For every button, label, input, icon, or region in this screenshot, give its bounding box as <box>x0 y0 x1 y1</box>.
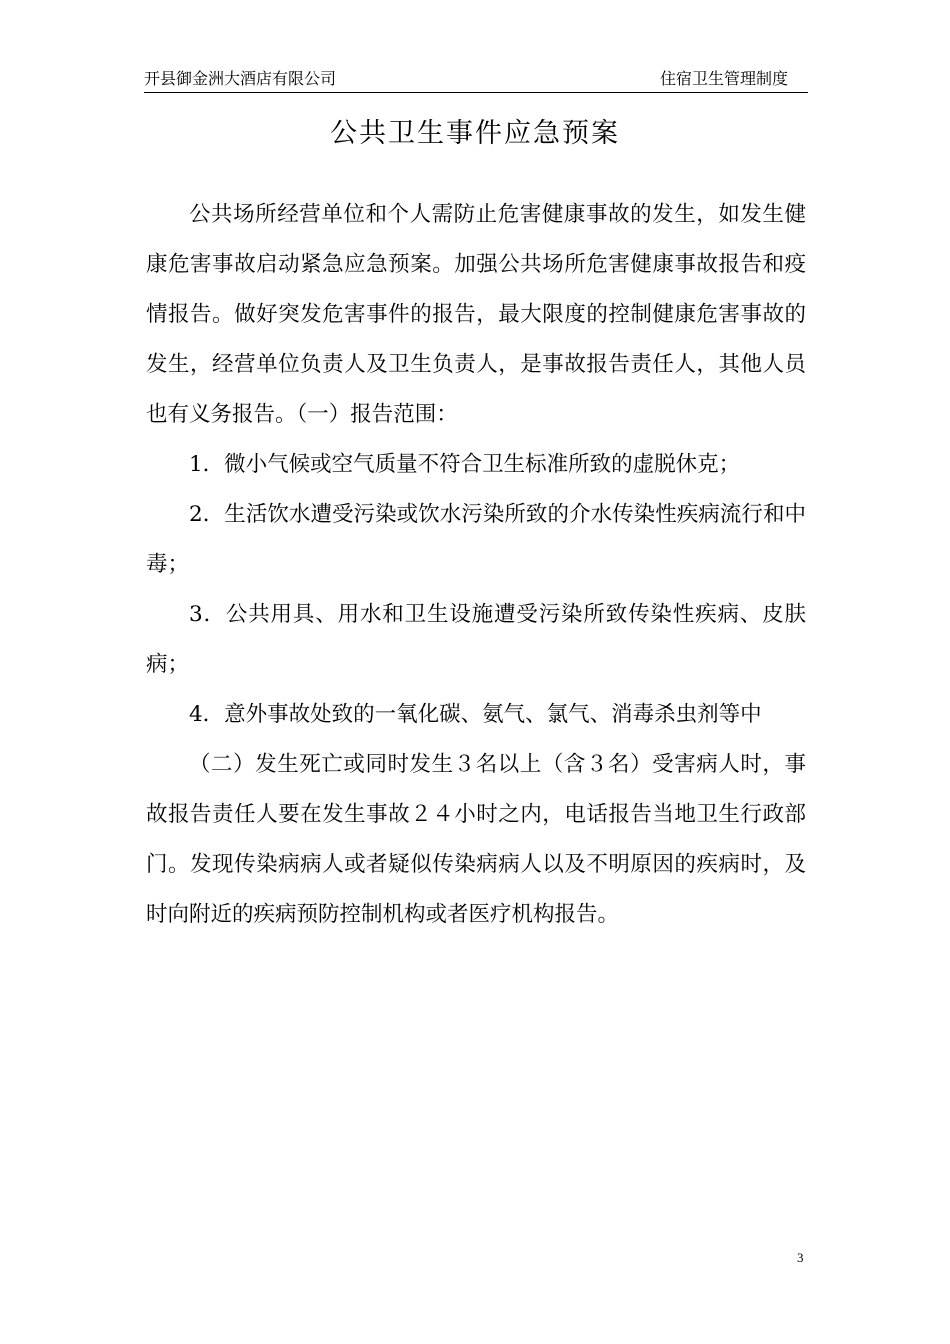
paragraph-item-4: 4．意外事故处致的一氧化碳、氨气、氯气、消毒杀虫剂等中 <box>189 702 762 727</box>
header-company: 开县御金洲大酒店有限公司 <box>144 69 337 88</box>
page-number: 3 <box>797 1250 804 1265</box>
header-doc-name: 住宿卫生管理制度 <box>659 69 788 88</box>
paragraph-intro: 公共场所经营单位和个人需防止危害健康事故的发生，如发生健康危害事故启动紧急应急预案。加强公共场所危害健康事故报告和疫情报告。做好突发危害事件的报告，最大限度的控制健康危害事故的发生，经营单位负责人及卫生负责人，是事故报告责任人，其他人员也有义务报告。（一）报告范围： <box>146 202 806 427</box>
paragraph-section-2: （二）发生死亡或同时发生３名以上（含３名）受害病人时，事故报告责任人要在发生事故２４小时之内，电话报告当地卫生行政部门。发现传染病病人或者疑似传染病病人以及不明原因的疾病时，及时向附近的疾病预防控制机构或者医疗机构报告。 <box>146 752 806 927</box>
paragraph-item-1: 1．微小气候或空气质量不符合卫生标准所致的虚脱休克； <box>189 452 741 477</box>
document-title: 公共卫生事件应急预案 <box>330 118 620 149</box>
page-header <box>144 66 808 93</box>
paragraph-item-2: 2．生活饮水遭受污染或饮水污染所致的介水传染性疾病流行和中毒； <box>146 502 806 577</box>
paragraph-item-3: 3．公共用具、用水和卫生设施遭受污染所致传染性疾病、皮肤病； <box>146 602 806 677</box>
document-body <box>146 190 806 940</box>
